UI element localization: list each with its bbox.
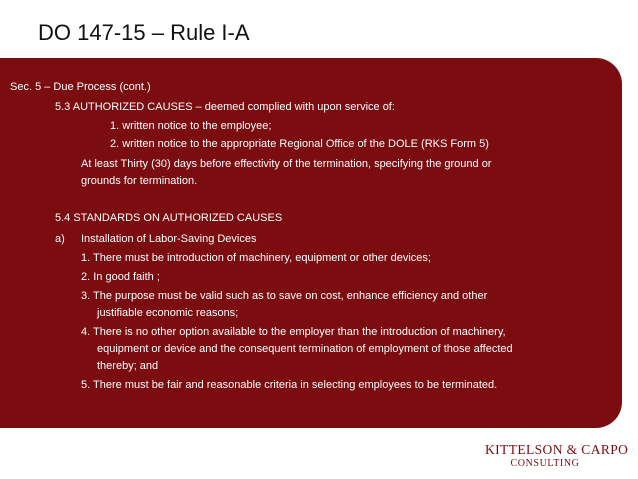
s53-note-line-1: At least Thirty (30) days before effectivity of the termination, specifying the ground or <box>81 158 492 170</box>
s54-item-4-cont: equipment or device and the consequent termination of employment of those affected <box>97 343 513 355</box>
s54-sub-label: a) <box>55 233 65 245</box>
s54-item-4-cont-2: thereby; and <box>97 360 159 372</box>
s54-heading: 5.4 STANDARDS ON AUTHORIZED CAUSES <box>55 212 283 224</box>
section-heading: Sec. 5 – Due Process (cont.) <box>10 81 151 93</box>
s53-heading: 5.3 AUTHORIZED CAUSES – deemed complied with upon service of: <box>55 101 395 113</box>
slide-title: DO 147-15 – Rule I-A <box>38 20 250 45</box>
logo-main-text: KITTELSON & CARPO <box>485 442 629 457</box>
s53-item-2: 2. written notice to the appropriate Regional Office of the DOLE (RKS Form 5) <box>110 138 489 150</box>
s54-item-5: 5. There must be fair and reasonable criteria in selecting employees to be terminated. <box>81 379 498 391</box>
s53-note-line-2: grounds for termination. <box>81 175 198 187</box>
s54-item-1: 1. There must be introduction of machinery, equipment or other devices; <box>81 252 431 264</box>
s54-sub-title: Installation of Labor-Saving Devices <box>81 233 257 245</box>
company-logo <box>485 442 629 472</box>
s54-item-3: 3. The purpose must be valid such as to save on cost, enhance efficiency and other <box>81 290 488 302</box>
logo-sub-text: CONSULTING <box>510 458 580 469</box>
s54-item-3-cont: justifiable economic reasons; <box>97 307 239 319</box>
s53-item-1: 1. written notice to the employee; <box>110 120 272 132</box>
s54-item-2: 2. In good faith ; <box>81 271 160 283</box>
content-panel <box>0 58 622 428</box>
s54-item-4: 4. There is no other option available to the employer than the introduction of machinery, <box>81 326 506 338</box>
content-body <box>0 58 622 428</box>
